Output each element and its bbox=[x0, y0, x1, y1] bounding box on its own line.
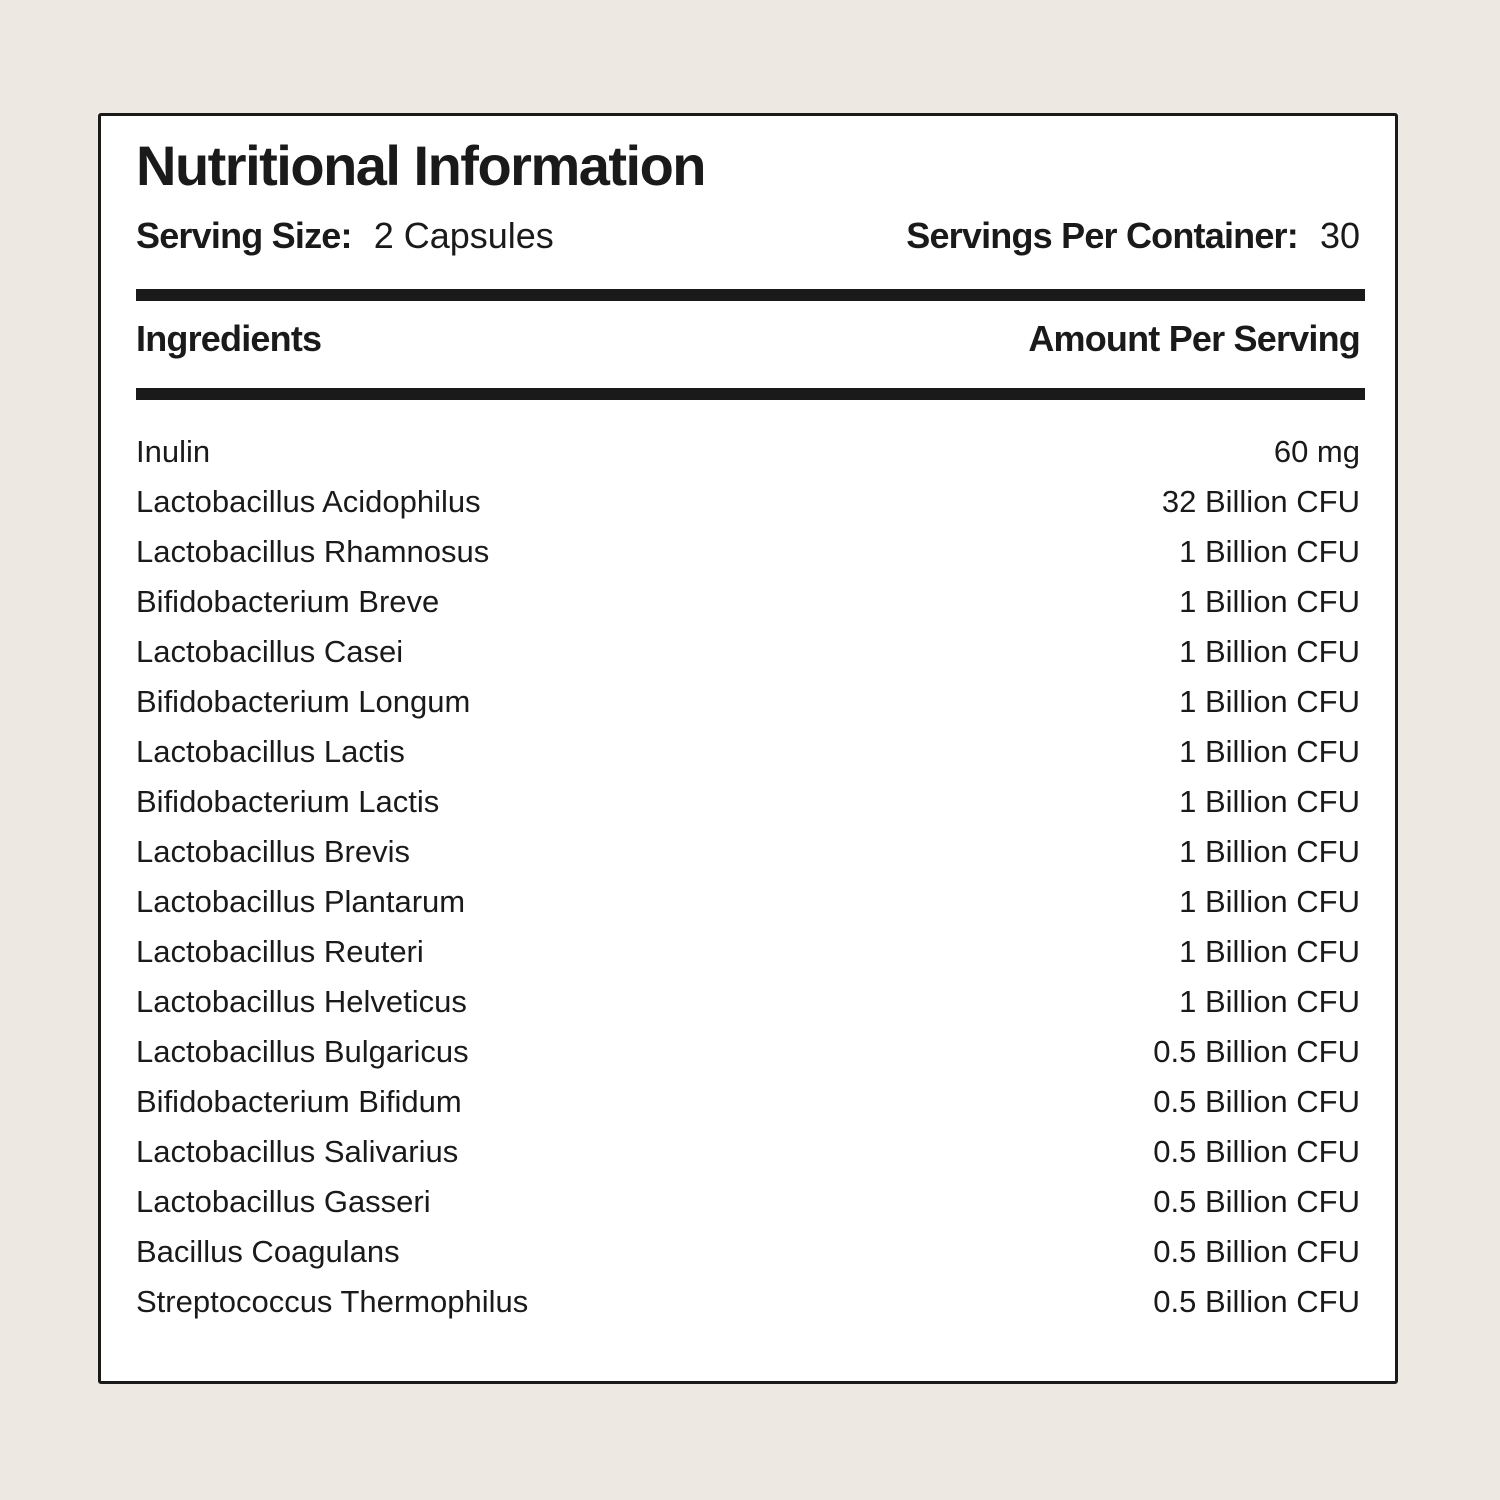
ingredient-row bbox=[136, 777, 1360, 827]
ingredient-name: Bacillus Coagulans bbox=[136, 1234, 400, 1269]
serving-size-value: 2 Capsules bbox=[373, 215, 554, 256]
column-header-row bbox=[136, 316, 1360, 362]
label-title: Nutritional Information bbox=[136, 134, 706, 197]
ingredient-amount: 1 Billion CFU bbox=[1179, 834, 1360, 869]
ingredient-name: Bifidobacterium Longum bbox=[136, 684, 471, 719]
ingredient-amount: 0.5 Billion CFU bbox=[1153, 1134, 1360, 1169]
ingredient-name: Lactobacillus Acidophilus bbox=[136, 484, 481, 519]
ingredient-name: Lactobacillus Salivarius bbox=[136, 1134, 459, 1169]
servings-per-container-value: 30 bbox=[1319, 215, 1360, 256]
servings-per-container-label: Servings Per Container: bbox=[906, 215, 1298, 256]
ingredient-name: Lactobacillus Bulgaricus bbox=[136, 1034, 469, 1069]
ingredient-row bbox=[136, 827, 1360, 877]
ingredient-amount: 32 Billion CFU bbox=[1161, 484, 1360, 519]
ingredient-amount: 60 mg bbox=[1273, 434, 1360, 469]
ingredient-name: Lactobacillus Lactis bbox=[136, 734, 405, 769]
ingredient-amount: 0.5 Billion CFU bbox=[1153, 1084, 1360, 1119]
ingredient-row bbox=[136, 677, 1360, 727]
ingredient-name: Lactobacillus Rhamnosus bbox=[136, 534, 490, 569]
ingredient-row bbox=[136, 427, 1360, 477]
ingredient-name: Lactobacillus Gasseri bbox=[136, 1184, 431, 1219]
ingredient-amount: 1 Billion CFU bbox=[1179, 684, 1360, 719]
ingredient-amount: 1 Billion CFU bbox=[1179, 584, 1360, 619]
ingredient-row bbox=[136, 1227, 1360, 1277]
serving-info-row bbox=[136, 214, 1360, 258]
ingredient-row bbox=[136, 577, 1360, 627]
ingredient-name: Lactobacillus Helveticus bbox=[136, 984, 467, 1019]
ingredient-name: Bifidobacterium Breve bbox=[136, 584, 440, 619]
ingredient-row bbox=[136, 1127, 1360, 1177]
ingredient-name: Bifidobacterium Lactis bbox=[136, 784, 440, 819]
ingredient-name: Inulin bbox=[136, 434, 211, 469]
divider-top bbox=[136, 289, 1365, 301]
ingredient-row bbox=[136, 927, 1360, 977]
ingredient-amount: 1 Billion CFU bbox=[1179, 884, 1360, 919]
ingredient-amount: 1 Billion CFU bbox=[1179, 934, 1360, 969]
ingredients-header: Ingredients bbox=[136, 318, 322, 359]
ingredient-row bbox=[136, 1027, 1360, 1077]
ingredient-amount: 1 Billion CFU bbox=[1179, 784, 1360, 819]
ingredient-row bbox=[136, 727, 1360, 777]
ingredient-name: Lactobacillus Plantarum bbox=[136, 884, 466, 919]
ingredient-amount: 1 Billion CFU bbox=[1179, 734, 1360, 769]
ingredient-name: Lactobacillus Reuteri bbox=[136, 934, 424, 969]
ingredient-row bbox=[136, 1077, 1360, 1127]
ingredient-row bbox=[136, 527, 1360, 577]
serving-size-label: Serving Size: bbox=[136, 215, 352, 256]
ingredient-row bbox=[136, 977, 1360, 1027]
ingredient-row bbox=[136, 1277, 1360, 1327]
ingredient-amount: 0.5 Billion CFU bbox=[1153, 1184, 1360, 1219]
ingredient-name: Bifidobacterium Bifidum bbox=[136, 1084, 462, 1119]
ingredient-name: Streptococcus Thermophilus bbox=[136, 1284, 529, 1319]
ingredient-row bbox=[136, 1177, 1360, 1227]
ingredient-amount: 1 Billion CFU bbox=[1179, 984, 1360, 1019]
serving-size bbox=[136, 214, 554, 258]
ingredient-row bbox=[136, 627, 1360, 677]
ingredient-amount: 1 Billion CFU bbox=[1179, 634, 1360, 669]
ingredient-row bbox=[136, 477, 1360, 527]
divider-bottom bbox=[136, 388, 1365, 400]
ingredient-name: Lactobacillus Brevis bbox=[136, 834, 410, 869]
ingredient-list bbox=[136, 427, 1360, 1327]
ingredient-amount: 0.5 Billion CFU bbox=[1153, 1234, 1360, 1269]
ingredient-name: Lactobacillus Casei bbox=[136, 634, 404, 669]
ingredient-amount: 0.5 Billion CFU bbox=[1153, 1034, 1360, 1069]
servings-per-container bbox=[906, 214, 1360, 258]
ingredient-row bbox=[136, 877, 1360, 927]
ingredient-amount: 0.5 Billion CFU bbox=[1153, 1284, 1360, 1319]
ingredient-amount: 1 Billion CFU bbox=[1179, 534, 1360, 569]
nutrition-label-panel bbox=[98, 113, 1398, 1384]
amount-header: Amount Per Serving bbox=[1028, 318, 1360, 359]
